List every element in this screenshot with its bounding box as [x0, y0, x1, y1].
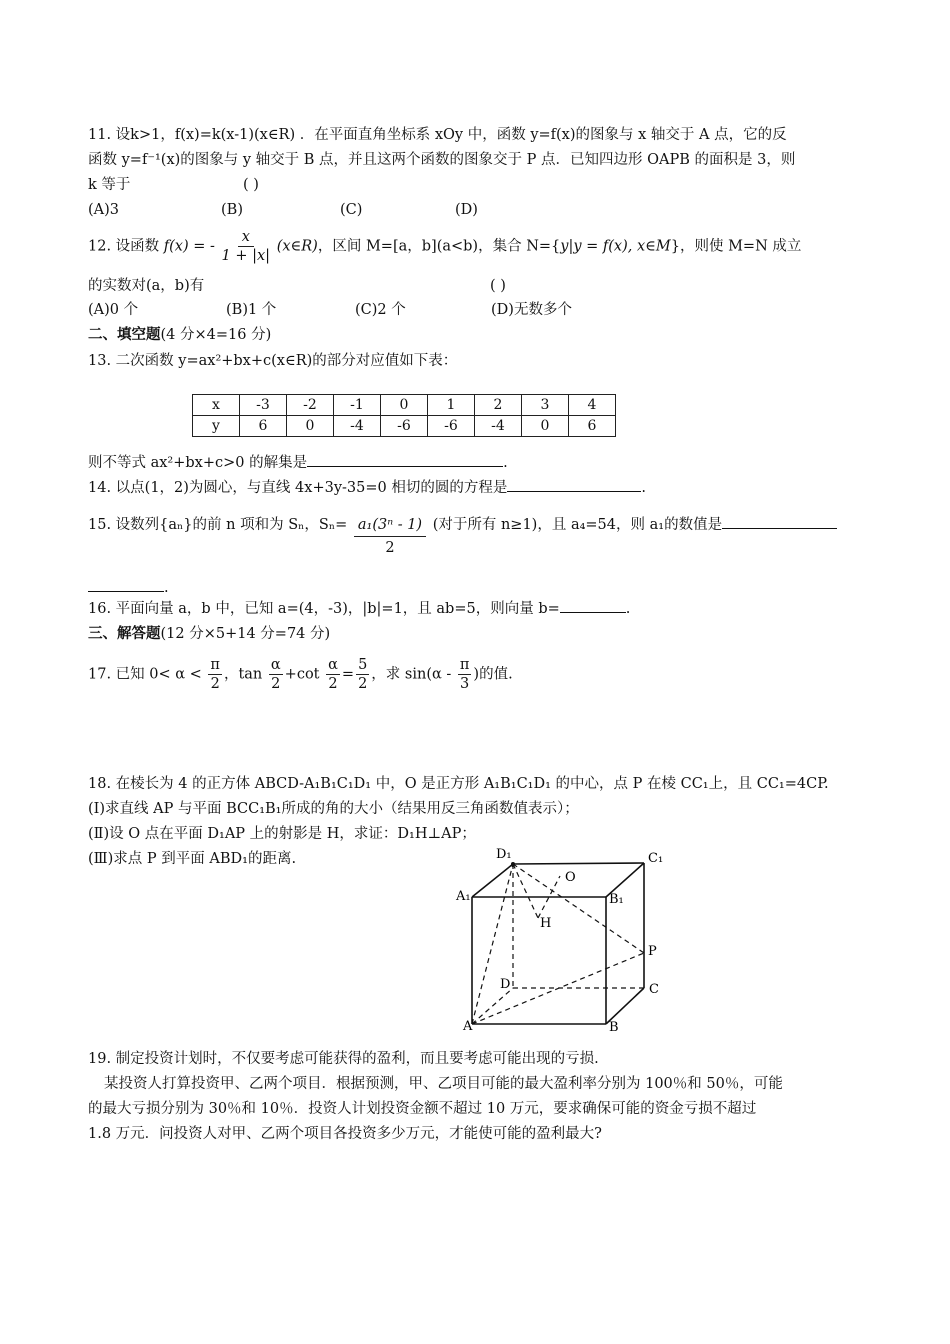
table-cell: 0 [287, 416, 334, 437]
table-cell: -3 [240, 395, 287, 416]
label-c: C [649, 982, 659, 997]
frac-den: 3 [460, 676, 470, 692]
section2-title: 二、填空题 [88, 327, 161, 343]
frac-num: π [459, 657, 470, 673]
q12-prefix: 12. 设函数 [88, 238, 160, 255]
table-header-y: y [193, 416, 240, 437]
q12-frac-den: 1 + |x| [221, 248, 271, 264]
q17-text: = [341, 666, 355, 683]
q19-line2: 某投资人打算投资甲、乙两个项目．根据预测，甲、乙项目可能的最大盈利率分别为 100％和 50％，可能 [104, 1076, 783, 1092]
q13-line1: 13. 二次函数 y=ax²+bx+c(x∈R)的部分对应值如下表： [88, 353, 458, 369]
frac-den: 2 [358, 676, 368, 692]
q12-option-c: (C)2 个 [355, 302, 406, 318]
segment-ad1 [472, 864, 513, 1024]
q12-fx: f(x) = - [163, 238, 215, 255]
q12-option-a: (A)0 个 [88, 302, 139, 318]
q12-option-b: (B)1 个 [226, 302, 277, 318]
label-c1: C₁ [648, 851, 664, 866]
label-d1: D₁ [496, 847, 512, 862]
section2-score: (4 分×4=16 分) [160, 327, 272, 343]
q18-part3: (Ⅲ)求点 P 到平面 ABD₁的距离. [88, 851, 297, 867]
frac-num: α [270, 657, 281, 673]
q11-option-b: (B) [221, 202, 243, 218]
table-cell: 0 [522, 416, 569, 437]
q15-suffix: (对于所有 n≥1)，且 a₄=54，则 a₁的数值是 [432, 517, 723, 533]
table-cell: -4 [334, 416, 381, 437]
q17-text: +cot [284, 666, 320, 683]
q11-line2: 函数 y=f⁻¹(x)的图象与 y 轴交于 B 点，并且这两个函数的图象交于 P 点．已知四边形 OAPB 的面积是 3，则 [88, 152, 796, 168]
q12-mid: ，区间 M=[a，b](a<b)，集合 N={ [317, 238, 561, 255]
q14-text: 14. 以点(1，2)为圆心，与直线 4x+3y-35=0 相切的圆的方程是 [88, 480, 508, 496]
edge-ad [472, 988, 513, 1024]
label-h: H [540, 916, 552, 931]
frac-den: 2 [328, 676, 338, 692]
q12-answer-paren: ( ) [490, 278, 506, 294]
q12-set: y|y = f(x), x∈M [560, 238, 671, 255]
edge-a1d1 [472, 864, 513, 897]
q11-answer-paren: ( ) [243, 177, 259, 193]
q12-option-d: (D)无数多个 [491, 302, 572, 318]
q11-option-c: (C) [340, 202, 363, 218]
table-cell: 2 [475, 395, 522, 416]
q19-line3: 的最大亏损分别为 30％和 10％．投资人计划投资金额不超过 10 万元，要求确保可能的资金亏损不超过 [88, 1101, 757, 1117]
table-cell: -6 [381, 416, 428, 437]
q11-line1: 11. 设k>1，f(x)=k(x-1)(x∈R) ．在平面直角坐标系 xOy 中，函数 y=f(x)的图象与 x 轴交于 A 点，它的反 [88, 127, 787, 143]
table-cell: 4 [569, 395, 616, 416]
label-p: P [648, 944, 657, 959]
q16-end: . [625, 601, 631, 617]
frac-den: 2 [271, 676, 281, 692]
segment-d1p [513, 864, 644, 953]
label-d: D [500, 977, 511, 992]
label-a1: A₁ [456, 889, 471, 904]
table-cell: -6 [428, 416, 475, 437]
label-b: B [609, 1020, 619, 1035]
q12-domain: (x∈R) [276, 238, 318, 255]
q11-option-d: (D) [455, 202, 478, 218]
q14-end: . [641, 480, 646, 496]
table-cell: 6 [240, 416, 287, 437]
q17-text: 17. 已知 0< α < [88, 666, 202, 683]
edge-d1c1 [513, 863, 644, 864]
q19-line4: 1.8 万元．问投资人对甲、乙两个项目各投资多少万元，才能使可能的盈利最大? [88, 1126, 602, 1142]
edge-bc [606, 988, 644, 1024]
q12-frac-num: x [238, 228, 254, 247]
table-cell: 3 [522, 395, 569, 416]
label-a: A [463, 1019, 473, 1034]
q15-end: . [164, 580, 169, 596]
q17-text: ，tan [223, 666, 263, 683]
frac-num: α [328, 657, 338, 673]
q19-line1: 19. 制定投资计划时，不仅要考虑可能获得的盈利，而且要考虑可能出现的亏损. [88, 1051, 599, 1067]
q12-line2-text: 的实数对(a，b)有 [88, 278, 205, 294]
table-cell: 1 [428, 395, 475, 416]
frac-den: 2 [210, 676, 220, 692]
point-d1 [511, 862, 515, 866]
frac-num: π [210, 657, 220, 673]
table-cell: -2 [287, 395, 334, 416]
table-cell: 0 [381, 395, 428, 416]
q13-line2-text: 则不等式 ax²+bx+c>0 的解集是 [88, 455, 308, 471]
section3-title: 三、解答题 [88, 626, 161, 642]
q18-part1: (Ⅰ)求直线 AP 与平面 BCC₁B₁所成的角的大小（结果用反三角函数值表示）； [88, 801, 579, 817]
q17-text: )的值. [473, 666, 513, 683]
table-cell: -1 [334, 395, 381, 416]
label-o: O [565, 870, 576, 885]
q18-part2: (Ⅱ)设 O 点在平面 D₁AP 上的射影是 H，求证：D₁H⊥AP； [88, 826, 476, 842]
q15-frac-den: 2 [385, 540, 395, 556]
q15-prefix: 15. 设数列{aₙ}的前 n 项和为 Sₙ，Sₙ= [88, 517, 348, 533]
segment-d1h [513, 864, 538, 918]
table-cell: -4 [475, 416, 522, 437]
q13-end: . [503, 455, 508, 471]
section3-score: (12 分×5+14 分=74 分) [160, 626, 331, 642]
q17-text: ，求 sin(α - [371, 666, 452, 683]
table-header-x: x [193, 395, 240, 416]
frac-num: 5 [358, 657, 368, 673]
table-cell: 6 [569, 416, 616, 437]
q11-option-a: (A)3 [88, 202, 120, 218]
q12-suffix: }，则使 M=N 成立 [670, 238, 802, 255]
q15-frac-num: a₁(3ⁿ - 1) [354, 514, 426, 537]
label-b1: B₁ [609, 892, 624, 907]
q16-text: 16. 平面向量 a，b 中，已知 a=(4，-3)，|b|=1，且 ab=5，则向量 b= [88, 601, 560, 617]
q11-k-text: k 等于 [88, 177, 131, 193]
q18-line1: 18. 在棱长为 4 的正方体 ABCD-A₁B₁C₁D₁ 中，O 是正方形 A₁B₁C₁D₁ 的中心，点 P 在棱 CC₁上，且 CC₁=4CP. [88, 776, 829, 792]
